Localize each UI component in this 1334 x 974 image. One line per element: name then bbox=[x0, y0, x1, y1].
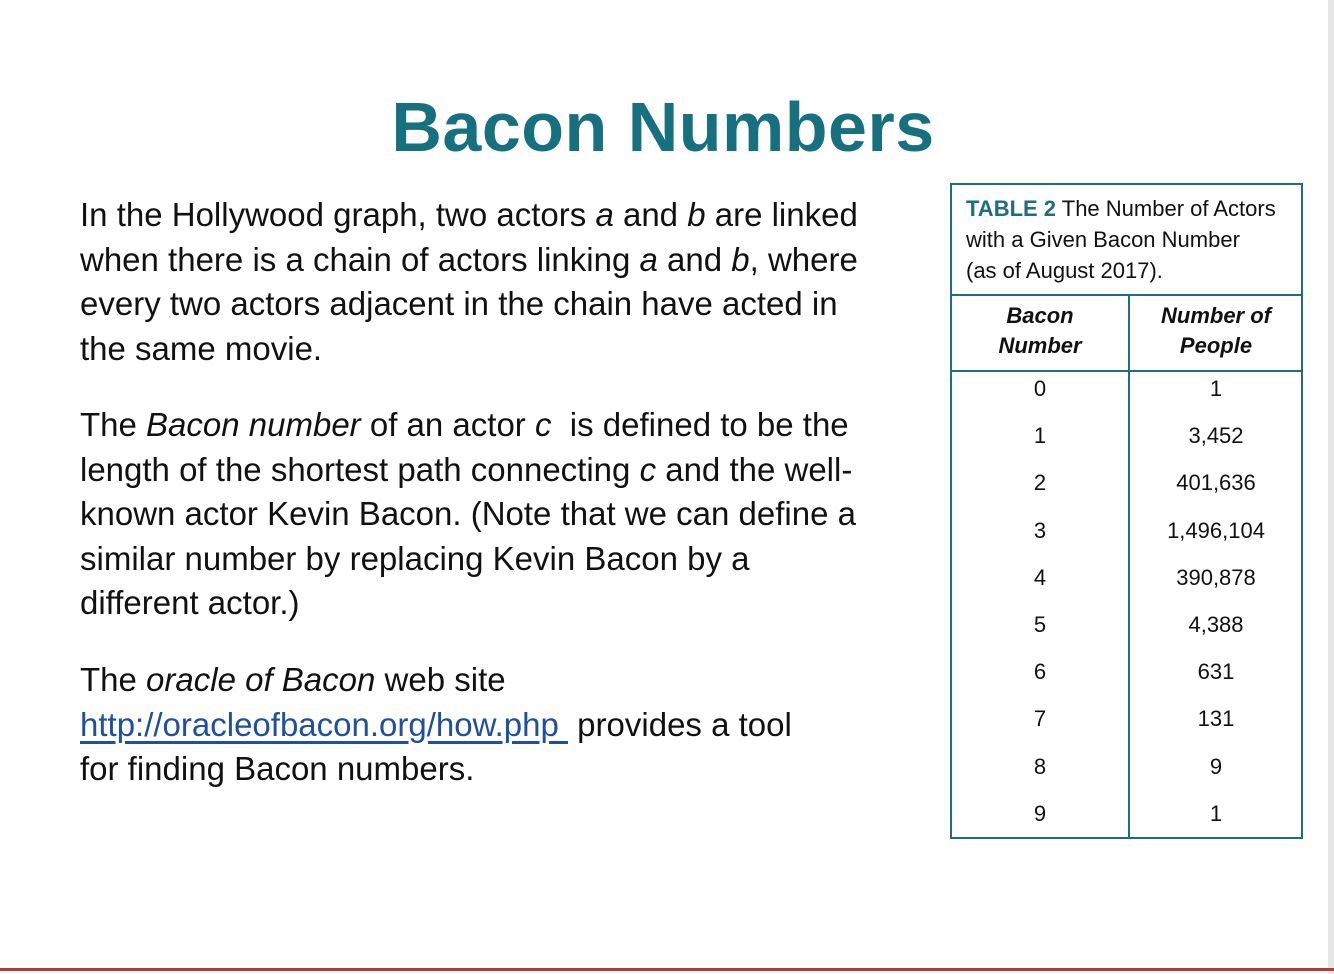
table-row bbox=[952, 515, 1301, 562]
text-line: The oracle of Bacon web site bbox=[80, 661, 506, 698]
table-caption-tag: TABLE 2 bbox=[966, 196, 1057, 221]
table-body bbox=[952, 373, 1301, 845]
text-line: different actor.) bbox=[80, 584, 300, 621]
cell-bacon-number: 5 bbox=[1033, 611, 1047, 637]
cell-number-of-people: 1 bbox=[1209, 800, 1223, 826]
cell-number-of-people: 4,388 bbox=[1188, 611, 1244, 637]
cell-number-of-people: 131 bbox=[1197, 706, 1235, 732]
cell-bacon-number: 2 bbox=[1033, 470, 1047, 496]
cell-number-of-people: 1 bbox=[1209, 376, 1223, 401]
cell-number-of-people: 390,878 bbox=[1176, 564, 1256, 590]
text-line: http://oracleofbacon.org/how.php provides a tool bbox=[80, 705, 792, 743]
column-header-number-of-people: Number of People bbox=[1161, 303, 1271, 358]
text-line: length of the shortest path connecting c and the well- bbox=[80, 450, 853, 488]
cell-bacon-number: 7 bbox=[1033, 706, 1047, 732]
cell-bacon-number: 4 bbox=[1033, 564, 1047, 590]
table-row bbox=[952, 798, 1301, 845]
bacon-number-table bbox=[950, 183, 1303, 839]
table-caption: TABLE 2 The Number of Actors with a Given Bacon Number (as of August 2017). bbox=[966, 196, 1276, 283]
slide-title: Bacon Numbers bbox=[391, 87, 935, 166]
cell-number-of-people: 401,636 bbox=[1176, 470, 1256, 496]
cell-bacon-number: 3 bbox=[1033, 517, 1047, 543]
text-line: every two actors adjacent in the chain have acted in bbox=[80, 285, 838, 322]
table-row bbox=[952, 703, 1301, 750]
cell-bacon-number: 9 bbox=[1033, 800, 1047, 826]
text-line: similar number by replacing Kevin Bacon by a bbox=[80, 539, 750, 577]
table-row bbox=[952, 751, 1301, 798]
paragraph-oracle-of-bacon bbox=[80, 658, 900, 792]
text-line: known actor Kevin Bacon. (Note that we can define a bbox=[80, 495, 856, 532]
paragraph-hollywood-graph bbox=[80, 193, 900, 371]
cell-number-of-people: 9 bbox=[1209, 753, 1223, 779]
header-divider bbox=[952, 370, 1301, 372]
table-row bbox=[952, 467, 1301, 514]
cell-bacon-number: 6 bbox=[1033, 659, 1047, 685]
cell-number-of-people: 3,452 bbox=[1188, 423, 1244, 449]
text-line: when there is a chain of actors linking a and b, where bbox=[80, 240, 858, 278]
cell-number-of-people: 1,496,104 bbox=[1167, 517, 1265, 543]
table-row bbox=[952, 562, 1301, 609]
cell-bacon-number: 8 bbox=[1033, 753, 1047, 779]
text-line: for finding Bacon numbers. bbox=[80, 750, 475, 787]
text-line: the same movie. bbox=[80, 329, 323, 367]
text-line: The Bacon number of an actor c is defined to be the bbox=[80, 406, 849, 443]
cell-number-of-people: 631 bbox=[1197, 659, 1235, 685]
column-header-bacon-number: Bacon Number bbox=[998, 303, 1082, 358]
text-line: In the Hollywood graph, two actors a and b are linked bbox=[80, 196, 858, 233]
cell-bacon-number: 0 bbox=[1033, 376, 1047, 401]
bottom-accent-rule bbox=[0, 968, 1334, 971]
cell-bacon-number: 1 bbox=[1033, 423, 1047, 449]
scrollbar-track bbox=[1328, 0, 1334, 974]
table-row bbox=[952, 420, 1301, 467]
table-row bbox=[952, 609, 1301, 656]
table-row bbox=[952, 373, 1301, 420]
paragraph-bacon-number-definition bbox=[80, 403, 900, 626]
caption-divider bbox=[952, 294, 1301, 296]
oracle-of-bacon-link[interactable]: http://oracleofbacon.org/how.php bbox=[80, 705, 569, 743]
table-row bbox=[952, 656, 1301, 703]
